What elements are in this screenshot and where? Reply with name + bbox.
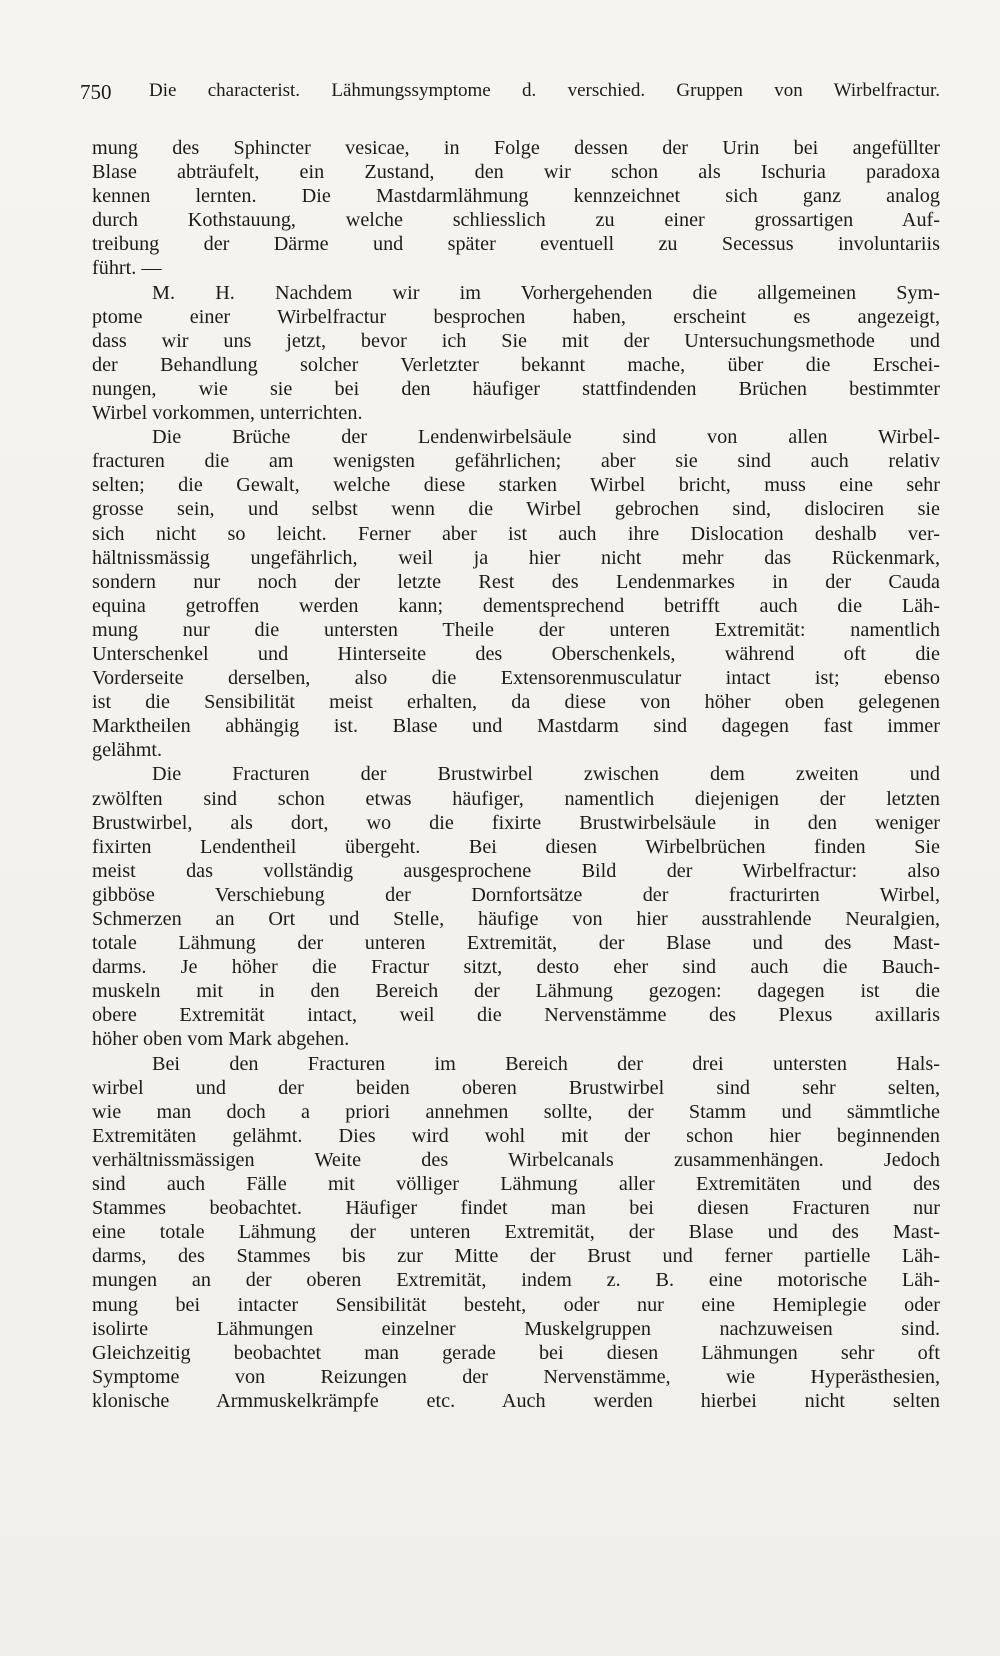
- running-head: [80, 80, 940, 106]
- text-line: Bei den Fracturen im Bereich der drei untersten Hals-: [152, 1052, 940, 1075]
- text-line: totale Lähmung der unteren Extremität, der Blase und des Mast-: [92, 932, 940, 955]
- text-line: meist das vollständig ausgesprochene Bild der Wirbelfractur: also: [92, 859, 940, 882]
- text-line: mung nur die untersten Theile der unteren Extremität: namentlich: [92, 618, 940, 641]
- text-line: gelähmt.: [92, 739, 163, 762]
- text-line: mungen an der oberen Extremität, indem z. B. eine motorische Läh-: [92, 1269, 940, 1292]
- text-line: Schmerzen an Ort und Stelle, häufige von hier ausstrahlende Neuralgien,: [92, 908, 940, 930]
- text-line: kennen lernten. Die Mastdarmlähmung kennzeichnet sich ganz analog: [92, 185, 940, 208]
- page-number: 750: [80, 80, 112, 104]
- text-line: dass wir uns jetzt, bevor ich Sie mit der Untersuchungsmethode und: [92, 329, 940, 352]
- text-line: muskeln mit in den Bereich der Lähmung gezogen: dagegen ist die: [92, 980, 940, 1003]
- text-line: fracturen die am wenigsten gefährlichen; aber sie sind auch relativ: [92, 450, 940, 473]
- text-line: eine totale Lähmung der unteren Extremität, der Blase und des Mast-: [92, 1221, 940, 1244]
- text-line: nungen, wie sie bei den häufiger stattfindenden Brüchen bestimmter: [92, 377, 940, 400]
- text-line: Blase abträufelt, ein Zustand, den wir schon als Ischuria paradoxa: [92, 161, 940, 184]
- text-line: höher oben vom Mark abgehen.: [92, 1028, 350, 1051]
- text-line: sich nicht so leicht. Ferner aber ist auch ihre Dislocation deshalb ver-: [92, 522, 940, 545]
- text-line: M. H. Nachdem wir im Vorhergehenden die allgemeinen Sym-: [152, 281, 940, 304]
- text-line: zwölften sind schon etwas häufiger, namentlich diejenigen der letzten: [92, 787, 940, 810]
- text-line: wie man doch a priori annehmen sollte, der Stamm und sämmtliche: [92, 1100, 940, 1123]
- text-line: sind auch Fälle mit völliger Lähmung aller Extremitäten und des: [92, 1173, 940, 1196]
- text-line: ptome einer Wirbelfractur besprochen haben, erscheint es angezeigt,: [92, 305, 940, 328]
- text-line: Wirbel vorkommen, unterrichten.: [92, 402, 363, 425]
- text-line: obere Extremität intact, weil die Nervenstämme des Plexus axillaris: [92, 1004, 940, 1027]
- text-line: darms, des Stammes bis zur Mitte der Brust und ferner partielle Läh-: [92, 1245, 940, 1268]
- text-line: hältnissmässig ungefährlich, weil ja hier nicht mehr das Rückenmark,: [92, 546, 940, 569]
- text-line: treibung der Därme und später eventuell zu Secessus involuntariis: [92, 233, 940, 256]
- body-text: [92, 136, 940, 1413]
- text-line: Symptome von Reizungen der Nervenstämme, wie Hyperästhesien,: [92, 1365, 940, 1388]
- text-line: fixirten Lendentheil übergeht. Bei diesen Wirbelbrüchen finden Sie: [92, 835, 940, 858]
- text-line: durch Kothstauung, welche schliesslich zu einer grossartigen Auf-: [92, 209, 940, 232]
- text-line: führt. —: [92, 257, 162, 280]
- text-line: equina getroffen werden kann; dementsprechend betrifft auch die Läh-: [92, 594, 940, 617]
- text-line: grosse sein, und selbst wenn die Wirbel gebrochen sind, dislociren sie: [92, 498, 940, 521]
- text-line: verhältnissmässigen Weite des Wirbelcanals zusammenhängen. Jedoch: [92, 1148, 940, 1171]
- text-line: darms. Je höher die Fractur sitzt, desto eher sind auch die Bauch-: [92, 956, 940, 979]
- running-title: Die characterist. Lähmungssymptome d. verschied. Gruppen von Wirbelfractur.: [149, 80, 940, 101]
- text-line: wirbel und der beiden oberen Brustwirbel sind sehr selten,: [92, 1076, 940, 1099]
- text-line: Die Brüche der Lendenwirbelsäule sind von allen Wirbel-: [152, 426, 940, 449]
- text-line: sondern nur noch der letzte Rest des Lendenmarkes in der Cauda: [92, 570, 940, 593]
- text-line: mung bei intacter Sensibilität besteht, oder nur eine Hemiplegie oder: [92, 1293, 940, 1316]
- text-line: Unterschenkel und Hinterseite des Oberschenkels, während oft die: [92, 642, 940, 665]
- text-line: der Behandlung solcher Verletzter bekannt mache, über die Erschei-: [92, 353, 940, 376]
- text-line: klonische Armmuskelkrämpfe etc. Auch werden hierbei nicht selten: [92, 1389, 940, 1412]
- text-line: Extremitäten gelähmt. Dies wird wohl mit der schon hier beginnenden: [92, 1124, 940, 1147]
- text-line: mung des Sphincter vesicae, in Folge dessen der Urin bei angefüllter: [92, 137, 940, 159]
- text-line: gibböse Verschiebung der Dornfortsätze der fracturirten Wirbel,: [92, 883, 940, 906]
- text-line: isolirte Lähmungen einzelner Muskelgruppen nachzuweisen sind.: [92, 1317, 940, 1340]
- text-line: Vorderseite derselben, also die Extensorenmusculatur intact ist; ebenso: [92, 667, 940, 690]
- text-line: Marktheilen abhängig ist. Blase und Mastdarm sind dagegen fast immer: [92, 715, 940, 738]
- text-line: Brustwirbel, als dort, wo die fixirte Brustwirbelsäule in den weniger: [92, 811, 940, 834]
- text-line: selten; die Gewalt, welche diese starken Wirbel bricht, muss eine sehr: [92, 474, 940, 497]
- text-line: Gleichzeitig beobachtet man gerade bei diesen Lähmungen sehr oft: [92, 1341, 940, 1364]
- text-line: Stammes beobachtet. Häufiger findet man bei diesen Fracturen nur: [92, 1197, 940, 1220]
- text-line: ist die Sensibilität meist erhalten, da diese von höher oben gelegenen: [92, 691, 940, 714]
- text-line: Die Fracturen der Brustwirbel zwischen dem zweiten und: [152, 763, 940, 786]
